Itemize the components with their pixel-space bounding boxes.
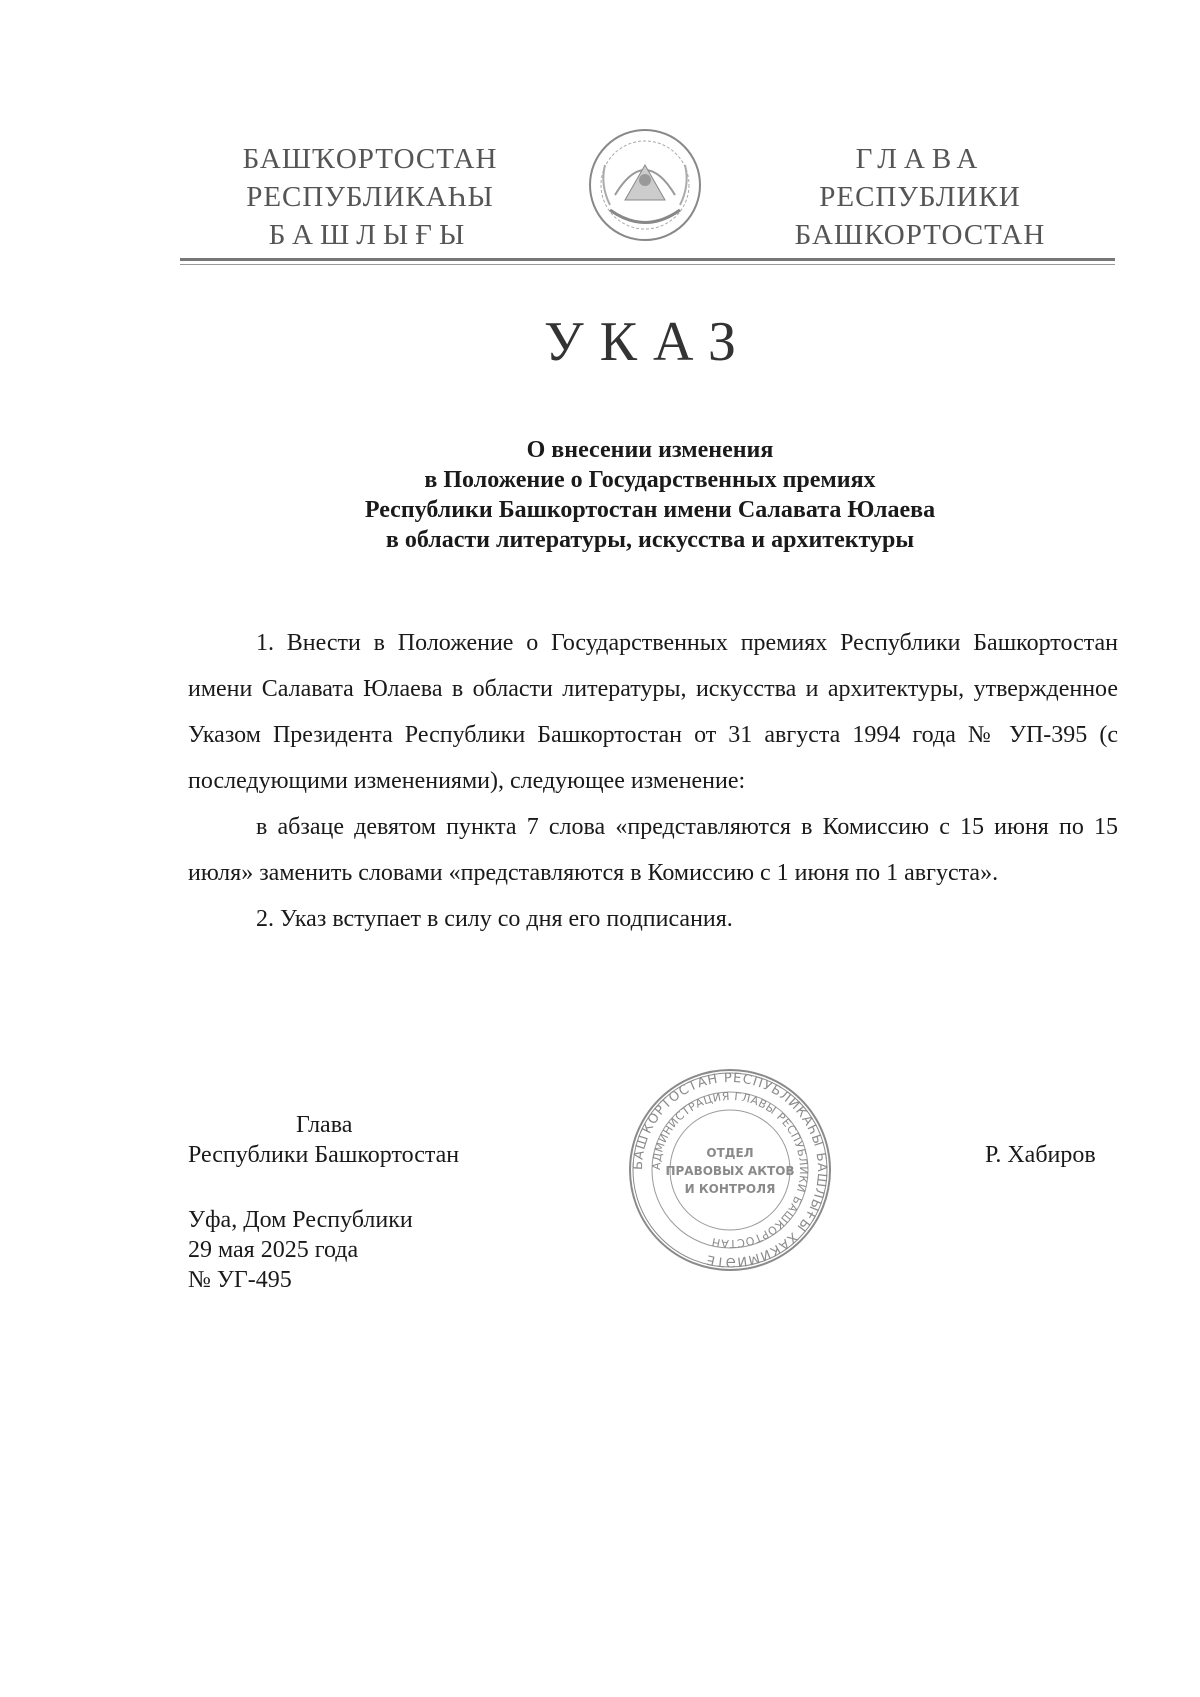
body-paragraph-1: 1. Внести в Положение о Государственных премиях Республики Башкортостан имени Салавата Юлаева в области литературы, искусства и архитектуры, утвержденное Указом Президента Республики Башкортостан от 31 августа 1994 года № УП-395 (с последующими изменениями), следующее изменение: [188,630,1118,794]
header-divider [180,258,1115,261]
header-right-line-1: ГЛАВА [855,143,985,175]
stamp-center-line-1: ОТДЕЛ [706,1146,754,1160]
stamp-center-line-3: И КОНТРОЛЯ [684,1182,776,1196]
coat-of-arms-icon [585,125,705,245]
document-type: УКАЗ [543,311,753,373]
signatory-title [188,1110,528,1170]
document-subject [300,435,1000,555]
header-bashkir [225,140,515,254]
subject-line-4: в области литературы, искусства и архитектуры [385,527,915,553]
header-left-line-1: БАШҠОРТОСТАН [242,143,498,175]
header-divider-thin [180,264,1115,265]
header-left-line-3: БАШЛЫҒЫ [268,219,472,251]
document-date: 29 мая 2025 года [188,1237,359,1263]
body-paragraph-2: в абзаце девятом пункта 7 слова «представляются в Комиссию с 15 июня по 15 июля» заменить словами «представляются в Комиссию с 1 июня по 1 августа». [188,814,1118,886]
signatory-title-line-2: Республики Башкортостан [188,1142,460,1168]
document-body [188,620,1118,942]
header-left-line-2: РЕСПУБЛИКАҺЫ [246,181,494,213]
subject-line-3: Республики Башкортостан имени Салавата Юлаева [364,497,936,523]
signatory-title-line-1: Глава [296,1112,353,1138]
document-place: Уфа, Дом Республики [188,1207,413,1233]
subject-line-1: О внесении изменения [526,437,774,463]
subject-line-2: в Положение о Государственных премиях [424,467,876,493]
signer-name: Р. Хабиров [985,1142,1096,1168]
header-right-line-2: РЕСПУБЛИКИ [819,181,1021,213]
official-stamp [625,1065,835,1275]
body-paragraph-3: 2. Указ вступает в силу со дня его подписания. [256,906,733,932]
document-number: № УГ-495 [188,1267,292,1293]
stamp-outer-text: БАШҠОРТОСТАН РЕСПУБЛИКАҺЫ БАШЛЫҒЫ ХАКИМИӘТЕ [630,1070,830,1270]
stamp-inner-text: АДМИНИСТРАЦИЯ ГЛАВЫ РЕСПУБЛИКИ БАШКОРТОСТАН [649,1089,811,1251]
document-meta [188,1205,413,1295]
stamp-center-line-2: ПРАВОВЫХ АКТОВ [665,1164,795,1178]
header-right-line-3: БАШКОРТОСТАН [794,219,1046,251]
header-russian [785,140,1055,254]
